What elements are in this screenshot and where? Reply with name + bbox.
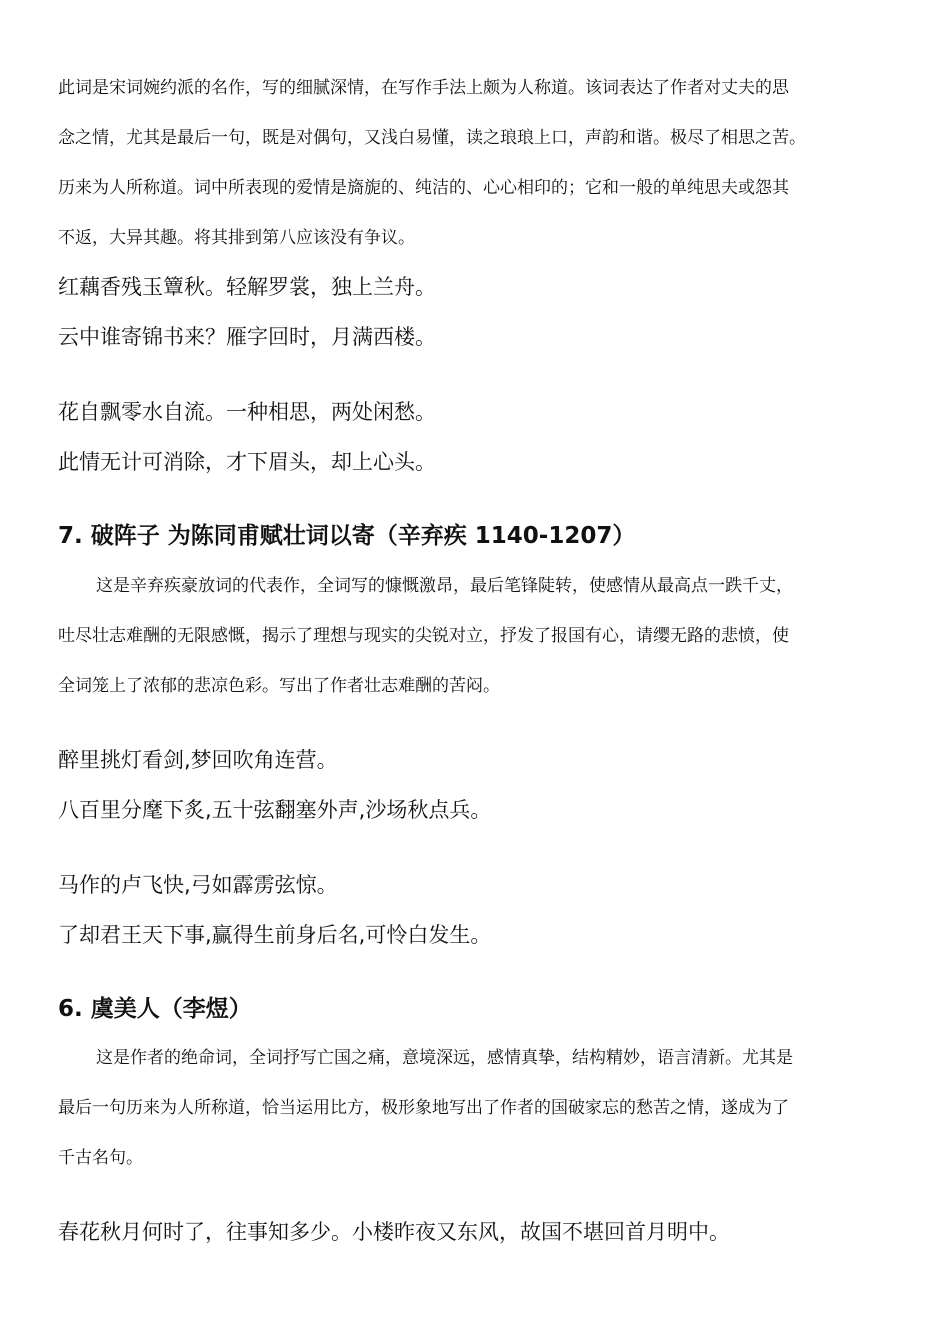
- commentary-line: 念之情，尤其是最后一句，既是对偶句，又浅白易懂，读之琅琅上口，声韵和谐。极尽了相思之苦。: [58, 128, 806, 148]
- poem-line: 春花秋月何时了，往事知多少。小楼昨夜又东风，故国不堪回首月明中。: [58, 1220, 730, 1244]
- commentary-line: 此词是宋词婉约派的名作，写的细腻深情，在写作手法上颇为人称道。该词表达了作者对丈夫的思: [58, 78, 789, 98]
- commentary-line: 最后一句历来为人所称道，恰当运用比方，极形象地写出了作者的国破家忘的愁苦之情，遂成为了: [58, 1098, 789, 1118]
- section-heading: 6. 虞美人（李煜）: [58, 996, 252, 1022]
- poem-line: 醉里挑灯看剑,梦回吹角连营。: [58, 748, 338, 772]
- commentary-line: 这是作者的绝命词，全词抒写亡国之痛，意境深远，感情真挚，结构精妙，语言清新。尤其是: [96, 1048, 793, 1068]
- poem-line: 此情无计可消除，才下眉头，却上心头。: [58, 450, 436, 474]
- commentary-line: 吐尽壮志难酬的无限感慨，揭示了理想与现实的尖锐对立，抒发了报国有心，请缨无路的悲愤，使: [58, 626, 789, 646]
- commentary-line: 不返，大异其趣。将其排到第八应该没有争议。: [58, 228, 415, 248]
- commentary-line: 全词笼上了浓郁的悲凉色彩。写出了作者壮志难酬的苦闷。: [58, 676, 500, 696]
- poem-line: 八百里分麾下炙,五十弦翻塞外声,沙场秋点兵。: [58, 798, 492, 822]
- commentary-line: 千古名句。: [58, 1148, 143, 1168]
- poem-line: 云中谁寄锦书来？雁字回时，月满西楼。: [58, 325, 436, 349]
- poem-line: 马作的卢飞快,弓如霹雳弦惊。: [58, 873, 338, 897]
- poem-line: 了却君王天下事,赢得生前身后名,可怜白发生。: [58, 923, 492, 947]
- poem-line: 花自飘零水自流。一种相思，两处闲愁。: [58, 400, 436, 424]
- commentary-line: 这是辛弃疾豪放词的代表作，全词写的慷慨激昂，最后笔锋陡转，使感情从最高点一跌千丈，: [96, 576, 793, 596]
- commentary-line: 历来为人所称道。词中所表现的爱情是旖旎的、纯洁的、心心相印的；它和一般的单纯思夫或怨其: [58, 178, 789, 198]
- poem-line: 红藕香残玉簟秋。轻解罗裳，独上兰舟。: [58, 275, 436, 299]
- section-heading: 7. 破阵子 为陈同甫赋壮词以寄（辛弃疾 1140-1207）: [58, 523, 636, 549]
